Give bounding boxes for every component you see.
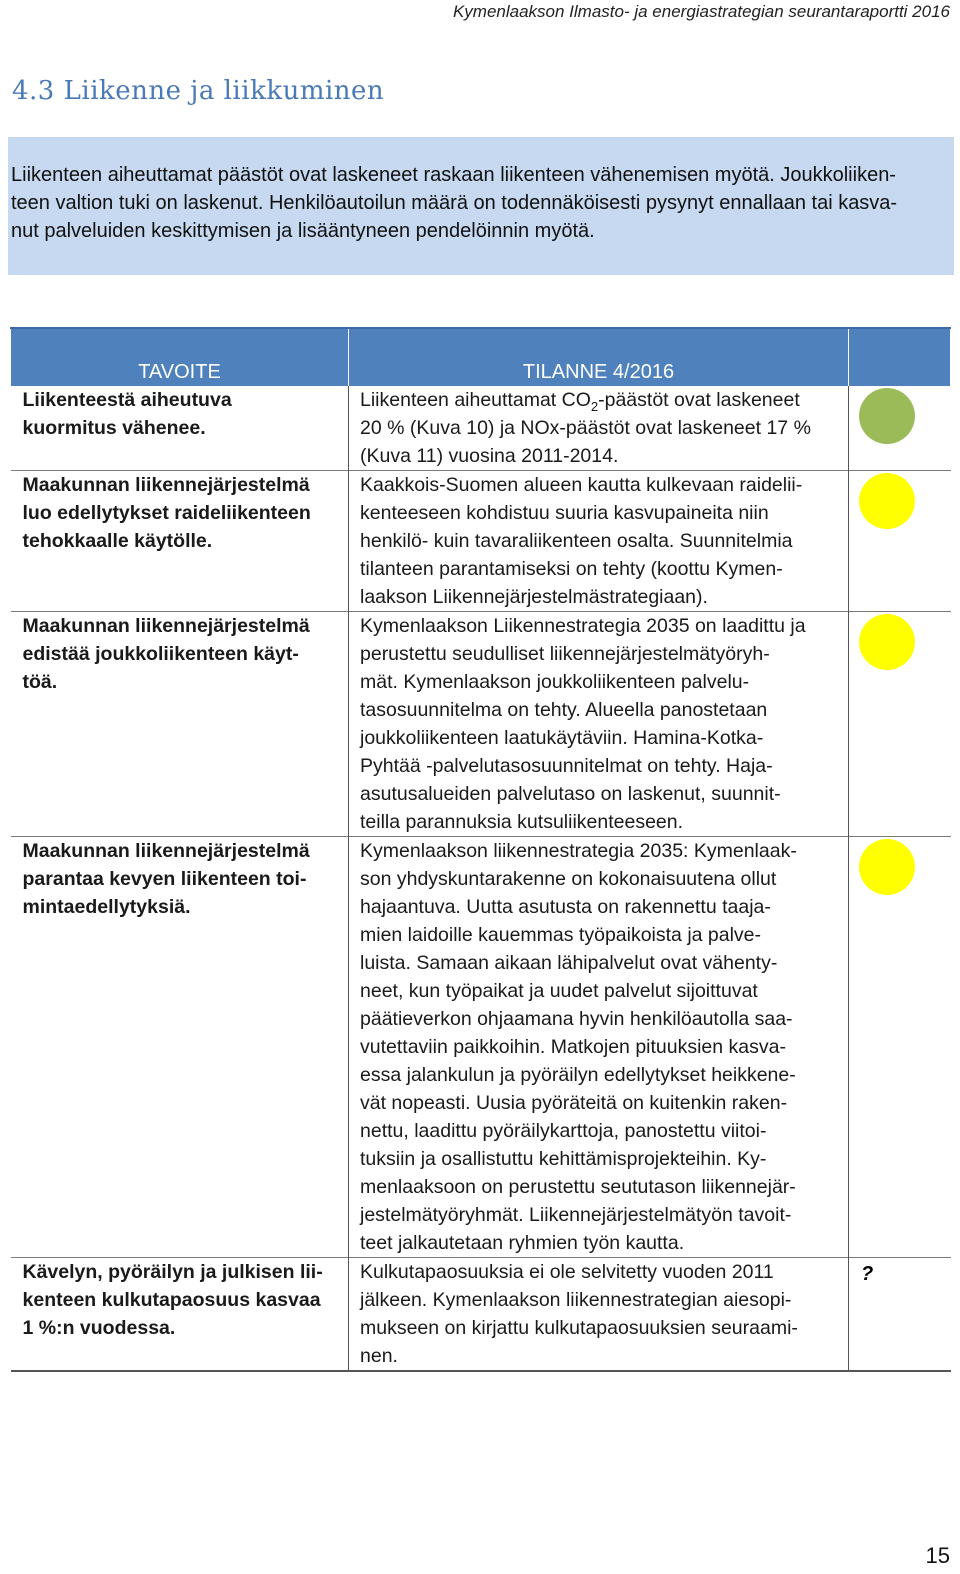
status-line: henkilö- kuin tavaraliikenteen osalta. Suunnitelmia <box>360 530 793 552</box>
status-line: essa jalankulun ja pyöräilyn edellytykset heikkene- <box>360 1064 796 1086</box>
status-line: mien laidoille kauemmas työpaikoista ja palve- <box>360 924 762 946</box>
table-row <box>11 612 951 837</box>
summary-box <box>8 137 954 275</box>
table-row <box>11 1258 951 1372</box>
status-line: teet jalkautetaan ryhmien työn kautta. <box>360 1232 685 1254</box>
status-cell <box>349 471 849 612</box>
status-text <box>360 612 848 836</box>
goal-line: Kävelyn, pyöräilyn ja julkisen lii- <box>22 1261 323 1283</box>
yellow-status-indicator <box>859 473 915 529</box>
goals-status-table <box>10 327 951 1372</box>
table-row <box>11 471 951 612</box>
table-row <box>11 386 951 471</box>
page-header: Kymenlaakson Ilmasto- ja energiastrategian seurantaraportti 2016 <box>452 2 950 21</box>
status-text <box>360 471 848 611</box>
goal-line: Maakunnan liikennejärjestelmä <box>22 474 310 496</box>
goal-line: kenteen kulkutapaosuus kasvaa <box>22 1289 321 1311</box>
status-line-part: -päästöt ovat laskeneet <box>598 389 800 411</box>
status-line: Kymenlaakson Liikennestrategia 2035 on laadittu ja <box>360 615 806 637</box>
indicator-cell <box>849 386 951 471</box>
status-line: nen. <box>360 1345 398 1367</box>
status-cell <box>349 386 849 471</box>
status-line: mukseen on kirjattu kulkutapaosuuksien seuraami- <box>360 1317 798 1339</box>
goal-cell <box>11 612 349 837</box>
goal-line: edistää joukkoliikenteen käyt- <box>22 643 299 665</box>
indicator-cell <box>849 471 951 612</box>
status-line <box>360 386 848 414</box>
status-text <box>360 386 848 470</box>
goal-text <box>23 471 349 555</box>
page-number: 15 <box>925 1543 950 1568</box>
goal-line: mintaedellytyksiä. <box>22 896 191 918</box>
summary-text <box>11 161 951 245</box>
status-line: hajaantuva. Uutta asutusta on rakennettu taaja- <box>360 896 771 918</box>
goal-cell <box>11 471 349 612</box>
goal-cell <box>11 386 349 471</box>
summary-line: nut palveluiden keskittymisen ja lisääntyneen pendelöinnin myötä. <box>11 220 595 242</box>
status-line: menlaaksoon on perustettu seututason liikennejär- <box>360 1176 796 1198</box>
unknown-status-indicator: ? <box>861 1263 874 1285</box>
goal-line: tehokkaalle käytölle. <box>22 530 213 552</box>
status-line: mät. Kymenlaakson joukkoliikenteen palvelu- <box>360 671 750 693</box>
goal-cell <box>11 1258 349 1372</box>
status-line: tilanteen parantamiseksi on tehty (koottu Kymen- <box>360 558 783 580</box>
status-line: vät nopeasti. Uusia pyöräteitä on kuitenkin raken- <box>360 1092 788 1114</box>
status-line: jestelmätyöryhmät. Liikennejärjestelmätyön tavoit- <box>360 1204 792 1226</box>
goal-line: Maakunnan liikennejärjestelmä <box>22 840 310 862</box>
status-line: teilla parannuksia kutsuliikenteeseen. <box>360 811 684 833</box>
goal-line: töä. <box>22 671 58 693</box>
yellow-status-indicator <box>859 839 915 895</box>
summary-line: Liikenteen aiheuttamat päästöt ovat laskeneet raskaan liikenteen vähenemisen myötä. Joukkoliiken- <box>11 164 896 186</box>
status-line: vutettaviin paikkoihin. Matkojen pituuksien kasva- <box>360 1036 786 1058</box>
status-line: laakson Liikennejärjestelmästrategiaan). <box>360 586 708 608</box>
status-line: tuksiin ja osallistuttu kehittämisprojekteihin. Ky- <box>360 1148 767 1170</box>
status-line: päätieverkon ohjaamana hyvin henkilöautolla saa- <box>360 1008 793 1030</box>
table-header-row <box>11 328 951 386</box>
status-line: asutusalueiden palvelutaso on laskenut, suunnit- <box>360 783 781 805</box>
status-cell <box>349 612 849 837</box>
status-line: tasosuunnitelma on tehty. Alueella panostetaan <box>360 699 768 721</box>
yellow-status-indicator <box>859 614 915 670</box>
goal-cell <box>11 837 349 1258</box>
goal-line: kuormitus vähenee. <box>22 417 206 439</box>
status-line: jälkeen. Kymenlaakson liikennestrategian aiesopi- <box>360 1289 792 1311</box>
summary-line: teen valtion tuki on laskenut. Henkilöautoilun määrä on todennäköisesti pysynyt ennallaan tai kasva- <box>11 192 898 214</box>
table-row <box>11 837 951 1258</box>
goal-text <box>23 837 349 921</box>
section-title: 4.3 Liikenne ja liikkuminen <box>12 76 385 106</box>
indicator-cell <box>849 612 951 837</box>
green-status-indicator <box>859 388 915 444</box>
indicator-cell <box>849 1258 951 1372</box>
goal-line: Maakunnan liikennejärjestelmä <box>22 615 310 637</box>
goal-text <box>23 386 349 442</box>
goal-line: luo edellytykset raideliikenteen <box>22 502 311 524</box>
status-cell <box>349 1258 849 1372</box>
status-line: son yhdyskuntarakenne on kokonaisuutena ollut <box>360 868 777 890</box>
status-line: (Kuva 11) vuosina 2011-2014. <box>360 445 619 467</box>
indicator-cell <box>849 837 951 1258</box>
status-text <box>360 837 848 1257</box>
status-line: nettu, laadittu pyöräilykarttoja, panostettu viitoi- <box>360 1120 767 1142</box>
subscript: 2 <box>590 398 599 414</box>
status-text <box>360 1258 848 1370</box>
status-line: perustettu seudulliset liikennejärjestelmätyöryh- <box>360 643 770 665</box>
status-line: Kymenlaakson liikennestrategia 2035: Kymenlaak- <box>360 840 797 862</box>
goal-text <box>23 1258 349 1342</box>
goal-line: 1 %:n vuodessa. <box>22 1317 176 1339</box>
status-line: kenteeseen kohdistuu suuria kasvupaineita niin <box>360 502 769 524</box>
header-goal: TAVOITE <box>11 328 349 386</box>
goal-line: parantaa kevyen liikenteen toi- <box>22 868 307 890</box>
goal-line: Liikenteestä aiheutuva <box>22 389 232 411</box>
header-status: TILANNE 4/2016 <box>349 328 849 386</box>
status-line: luista. Samaan aikaan lähipalvelut ovat vähenty- <box>360 952 778 974</box>
status-line: Pyhtää -palvelutasosuunnitelmat on tehty. Haja- <box>360 755 773 777</box>
status-line-part: Liikenteen aiheuttamat CO <box>360 389 591 411</box>
status-cell <box>349 837 849 1258</box>
status-line: neet, kun työpaikat ja uudet palvelut sijoittuvat <box>360 980 758 1002</box>
status-line: 20 % (Kuva 10) ja NOx-päästöt ovat laskeneet 17 % <box>360 417 811 439</box>
goal-text <box>23 612 349 696</box>
status-line: Kaakkois-Suomen alueen kautta kulkevaan raidelii- <box>360 474 803 496</box>
status-line: joukkoliikenteen laatukäytäviin. Hamina-Kotka- <box>360 727 764 749</box>
header-indicator <box>849 328 951 386</box>
status-line: Kulkutapaosuuksia ei ole selvitetty vuoden 2011 <box>360 1261 774 1283</box>
